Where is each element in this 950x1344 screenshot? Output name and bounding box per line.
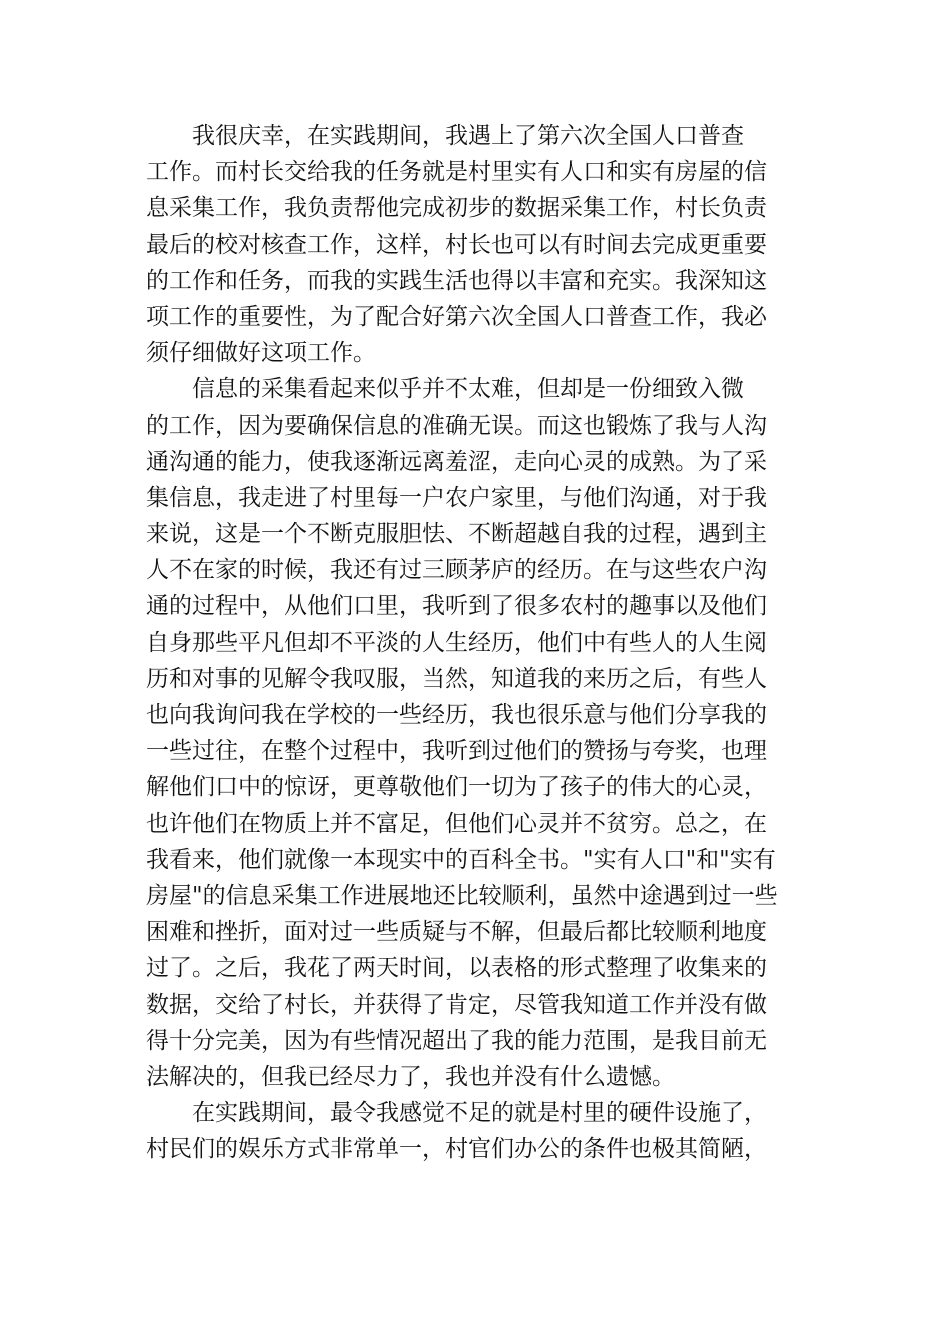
text-line: 过了。之后，我花了两天时间，以表格的形式整理了收集来的 xyxy=(146,955,767,982)
text-line: 通沟通的能力，使我逐渐远离羞涩，走向心灵的成熟。为了采 xyxy=(146,448,767,475)
text-line: 我很庆幸，在实践期间，我遇上了第六次全国人口普查 xyxy=(146,123,744,149)
text-line: 集信息，我走进了村里每一户农户家里，与他们沟通，对于我 xyxy=(146,484,767,511)
text-line: 须仔细做好这项工作。 xyxy=(146,340,376,367)
text-line: 一些过往，在整个过程中，我听到过他们的赞扬与夸奖，也理 xyxy=(146,738,767,765)
text-line: 解他们口中的惊讶，更尊敬他们一切为了孩子的伟大的心灵， xyxy=(146,774,767,801)
text-line: 得十分完美，因为有些情况超出了我的能力范围，是我目前无 xyxy=(146,1027,767,1054)
body-text xyxy=(146,118,796,1167)
text-line: 也许他们在物质上并不富足，但他们心灵并不贫穷。总之，在 xyxy=(146,810,767,837)
text-line: 我看来，他们就像一本现实中的百科全书。"实有人口"和"实有 xyxy=(146,846,776,873)
text-line: 信息的采集看起来似乎并不太难，但却是一份细致入微 xyxy=(146,376,744,403)
text-line: 村民们的娱乐方式非常单一，村官们办公的条件也极其简陋， xyxy=(146,1136,767,1163)
text-line: 的工作，因为要确保信息的准确无误。而这也锻炼了我与人沟 xyxy=(146,412,767,439)
text-line: 通的过程中，从他们口里，我听到了很多农村的趣事以及他们 xyxy=(146,593,767,620)
text-line: 房屋"的信息采集工作进展地还比较顺利，虽然中途遇到过一些 xyxy=(146,882,778,909)
text-line: 也向我询问我在学校的一些经历，我也很乐意与他们分享我的 xyxy=(146,702,767,728)
text-line: 历和对事的见解令我叹服，当然，知道我的来历之后，有些人 xyxy=(146,665,767,692)
text-line: 来说，这是一个不断克服胆怯、不断超越自我的过程，遇到主 xyxy=(146,521,767,548)
text-line: 的工作和任务，而我的实践生活也得以丰富和充实。我深知这 xyxy=(146,267,767,294)
text-line: 项工作的重要性，为了配合好第六次全国人口普查工作，我必 xyxy=(146,303,767,330)
text-line: 自身那些平凡但却不平淡的人生经历，他们中有些人的人生阅 xyxy=(146,629,767,656)
text-line: 最后的校对核查工作，这样，村长也可以有时间去完成更重要 xyxy=(146,231,767,258)
text-line: 工作。而村长交给我的任务就是村里实有人口和实有房屋的信 xyxy=(146,159,767,186)
text-line: 困难和挫折，面对过一些质疑与不解，但最后都比较顺利地度 xyxy=(146,919,767,946)
text-line: 法解决的，但我已经尽力了，我也并没有什么遗憾。 xyxy=(146,1063,675,1090)
text-line: 息采集工作，我负责帮他完成初步的数据采集工作，村长负责 xyxy=(146,195,767,222)
text-line: 数据，交给了村长，并获得了肯定，尽管我知道工作并没有做 xyxy=(146,991,767,1018)
text-line: 人不在家的时候，我还有过三顾茅庐的经历。在与这些农户沟 xyxy=(146,557,767,584)
text-line: 在实践期间，最令我感觉不足的就是村里的硬件设施了， xyxy=(146,1100,767,1127)
